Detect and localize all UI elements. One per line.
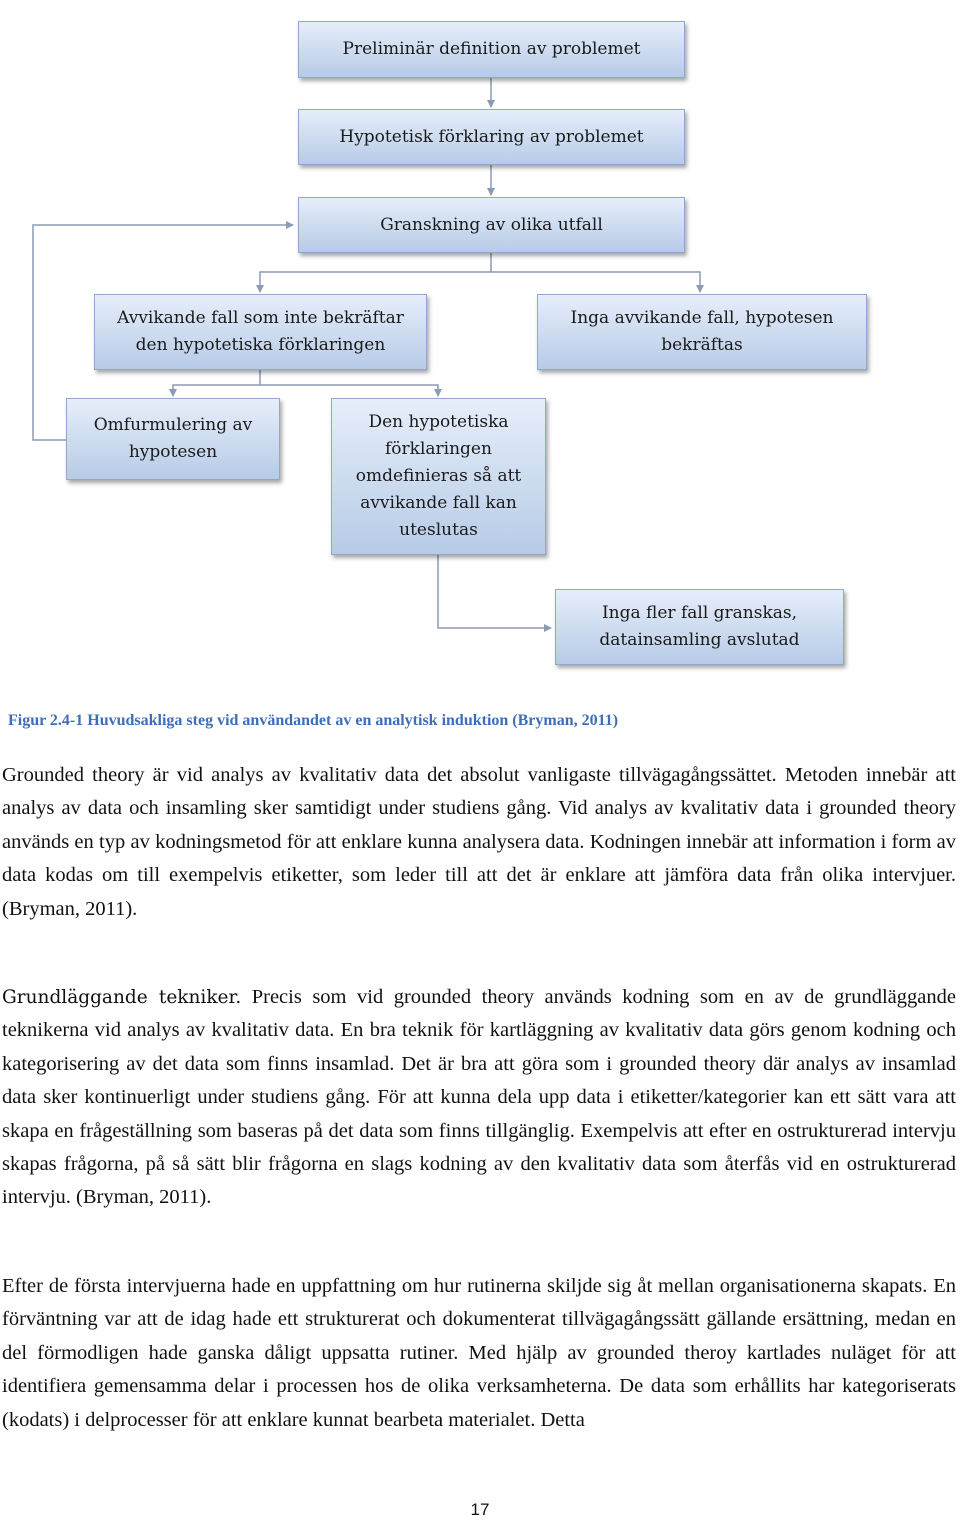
- box-preliminary-definition: Preliminär definition av problemet: [298, 21, 685, 78]
- connector-deviant-split: [173, 370, 260, 396]
- connector-review-split: [260, 253, 491, 292]
- box-redefine-explanation: Den hypotetiska förklaringen omdefinieras så att avvikande fall kan uteslutas: [331, 398, 546, 555]
- box-deviant-cases: Avvikande fall som inte bekräftar den hypotetiska förklaringen: [94, 294, 427, 370]
- paragraph-grounded-theory: Grounded theory är vid analys av kvalitativ data det absolut vanligaste tillvägagångssättet. Metoden innebär att analys av data och insamling sker samtidigt under studiens gång. Vid analys av kvalitativ data i grounded theory används en typ av kodningsmetod för att enklare kunna analysera data. Kodningen innebär att information i form av data kodas om till exempelvis etiketter, som leder till att det är enklare att jämföra data från olika intervjuer. (Bryman, 2011).: [2, 764, 956, 920]
- paragraph-basic-techniques: [2, 981, 956, 1215]
- paragraph-interviews: Efter de första intervjuerna hade en uppfattning om hur rutinerna skiljde sig åt mellan organisationerna skapats. En förväntning var att de idag hade ett strukturerat och dokumenterat tillvägagångssätt gällande ersättning, medan en del förmodligen hade ganska dåligt uppsatta rutiner. Med hjälp av grounded theroy kartlades nuläget för att identifiera gemensamma delar i processen hos de olika verksamheterna. De data som erhållits har kategoriserats (kodats) i delprocesser för att enklare kunnat bearbeta materialet. Detta: [2, 1275, 956, 1431]
- box-no-more-cases: Inga fler fall granskas, datainsamling avslutad: [555, 589, 844, 665]
- connector-review-split-right: [491, 272, 700, 292]
- connector-deviant-split-right: [260, 385, 438, 396]
- paragraph-heading: Grundläggande tekniker.: [2, 987, 242, 1008]
- box-hypothetical-explanation: Hypotetisk förklaring av problemet: [298, 109, 685, 165]
- connector-redefine-to-end: [438, 555, 551, 628]
- box-no-deviant-cases: Inga avvikande fall, hypotesen bekräftas: [537, 294, 867, 370]
- box-review-cases: Granskning av olika utfall: [298, 197, 685, 253]
- box-reformulate-hypothesis: Omfurmulering av hypotesen: [66, 398, 280, 480]
- paragraph-body: Precis som vid grounded theory används kodning som en av de grundläggande teknikerna vid analys av kvalitativ data. En bra teknik för kartläggning av kvalitativ data görs genom kodning och kategorisering av det data som finns insamlad. Det är bra att göra som i grounded theory där analys av insamlad data sker kontinuerligt under studiens gång. För att kunna dela upp data i etiketter/kategorier kan ett sätt vara att skapa en frågeställning som baseras på det data som finns tillgänglig. Exempelvis att efter en ostrukturerad intervju skapas frågorna, på så sätt blir frågorna en slags kodning av den kvalitativ data som återfås vid en ostrukturerad intervju. (Bryman, 2011).: [2, 986, 956, 1209]
- figure-caption: Figur 2.4-1 Huvudsakliga steg vid användandet av en analytisk induktion (Bryman, 2011): [8, 712, 619, 729]
- page-number: 17: [470, 1500, 490, 1519]
